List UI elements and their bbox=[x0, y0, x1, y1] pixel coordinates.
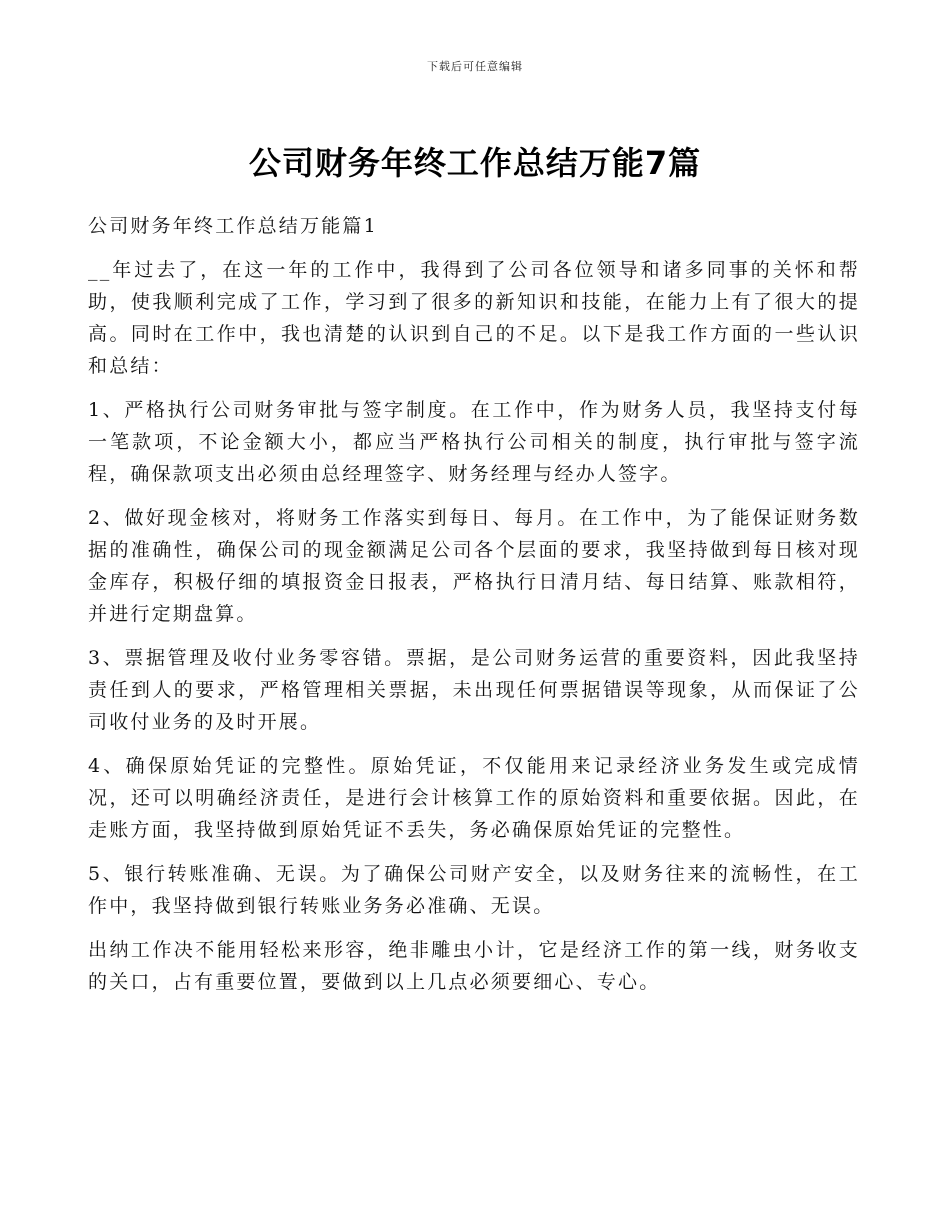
paragraph-item-4: 4、确保原始凭证的完整性。原始凭证，不仅能用来记录经济业务发生或完成情况，还可以明确经济责任，是进行会计核算工作的原始资料和重要依据。因此，在走账方面，我坚持做到原始凭证不丢失，务必确保原始凭证的完整性。 bbox=[88, 755, 860, 841]
document-title: 公司财务年终工作总结万能7篇 bbox=[248, 144, 702, 182]
paragraph-conclusion: 出纳工作决不能用轻松来形容，绝非雕虫小计，它是经济工作的第一线，财务收支的关口，占有重要位置，要做到以上几点必须要细心、专心。 bbox=[88, 939, 860, 993]
header-note: 下载后可任意编辑 bbox=[427, 60, 523, 73]
paragraph-item-5: 5、银行转账准确、无误。为了确保公司财产安全，以及财务往来的流畅性，在工作中，我坚持做到银行转账业务务必准确、无误。 bbox=[88, 863, 860, 917]
paragraph-item-1: 1、严格执行公司财务审批与签字制度。在工作中，作为财务人员，我坚持支付每一笔款项，不论金额大小，都应当严格执行公司相关的制度，执行审批与签字流程，确保款项支出必须由总经理签字、财务经理与经办人签字。 bbox=[88, 399, 860, 485]
paragraph-intro: __年过去了，在这一年的工作中，我得到了公司各位领导和诸多同事的关怀和帮助，使我顺利完成了工作，学习到了很多的新知识和技能，在能力上有了很大的提高。同时在工作中，我也清楚的认识到自己的不足。以下是我工作方面的一些认识和总结： bbox=[88, 259, 860, 377]
section-heading: 公司财务年终工作总结万能篇1 bbox=[88, 215, 378, 237]
paragraph-item-3: 3、票据管理及收付业务零容错。票据，是公司财务运营的重要资料，因此我坚持责任到人的要求，严格管理相关票据，未出现任何票据错误等现象，从而保证了公司收付业务的及时开展。 bbox=[88, 647, 860, 733]
document-body bbox=[88, 210, 860, 1010]
paragraph-item-2: 2、做好现金核对，将财务工作落实到每日、每月。在工作中，为了能保证财务数据的准确性，确保公司的现金额满足公司各个层面的要求，我坚持做到每日核对现金库存，积极仔细的填报资金日报表，严格执行日清月结、每日结算、账款相符，并进行定期盘算。 bbox=[88, 507, 860, 625]
